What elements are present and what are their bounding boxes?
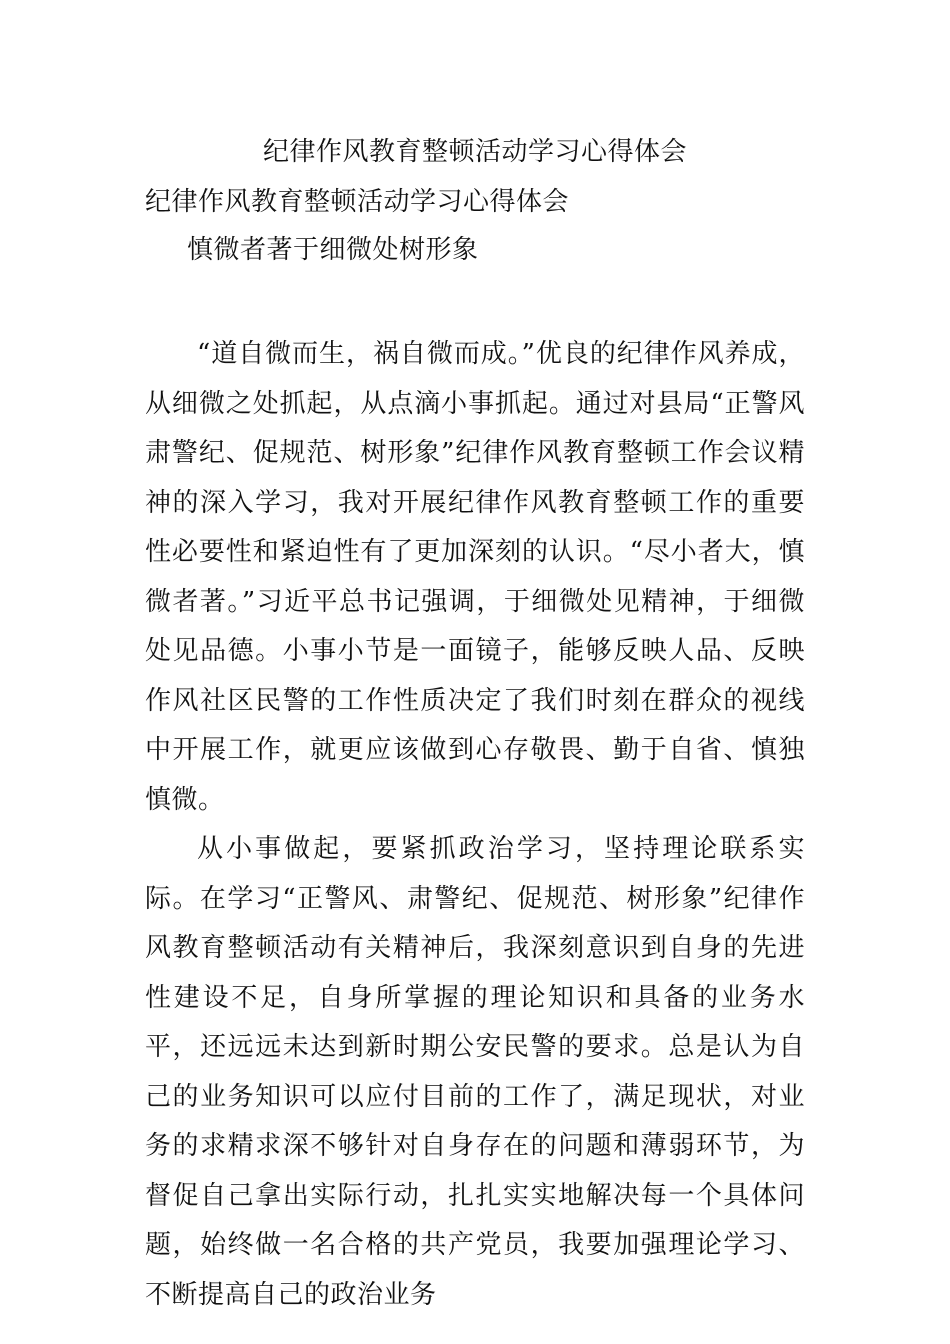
document-subtitle: 纪律作风教育整顿活动学习心得体会 <box>145 187 570 217</box>
body-paragraph: “道自微而生，祸自微而成。”优良的纪律作风养成，从细微之处抓起，从点滴小事抓起。通过对县局“正警风肃警纪、促规范、树形象”纪律作风教育整顿工作会议精神的深入学习，我对开展纪律作风教育整顿工作的重要性必要性和紧迫性有了更加深刻的认识。“尽小者大，慎微者著。”习近平总书记强调，于细微处见精神，于细微处见品德。小事小节是一面镜子，能够反映人品、反映作风社区民警的工作性质决定了我们时刻在群众的视线中开展工作，就更应该做到心存敬畏、勤于自省、慎独慎微。 <box>145 339 805 815</box>
document-title: 纪律作风教育整顿活动学习心得体会 <box>262 137 687 167</box>
document-body <box>145 330 805 1320</box>
document-tagline: 慎微者著于细微处树形象 <box>187 235 479 265</box>
body-paragraph: 从小事做起，要紧抓政治学习，坚持理论联系实际。在学习“正警风、肃警纪、促规范、树形象”纪律作风教育整顿活动有关精神后，我深刻意识到自身的先进性建设不足，自身所掌握的理论知识和具备的业务水平，还远远未达到新时期公安民警的要求。总是认为自己的业务知识可以应付目前的工作了，满足现状，对业务的求精求深不够针对自身存在的问题和薄弱环节，为督促自己拿出实际行动，扎扎实实地解决每一个具体问题，始终做一名合格的共产党员，我要加强理论学习、不断提高自己的政治业务 <box>145 834 805 1310</box>
